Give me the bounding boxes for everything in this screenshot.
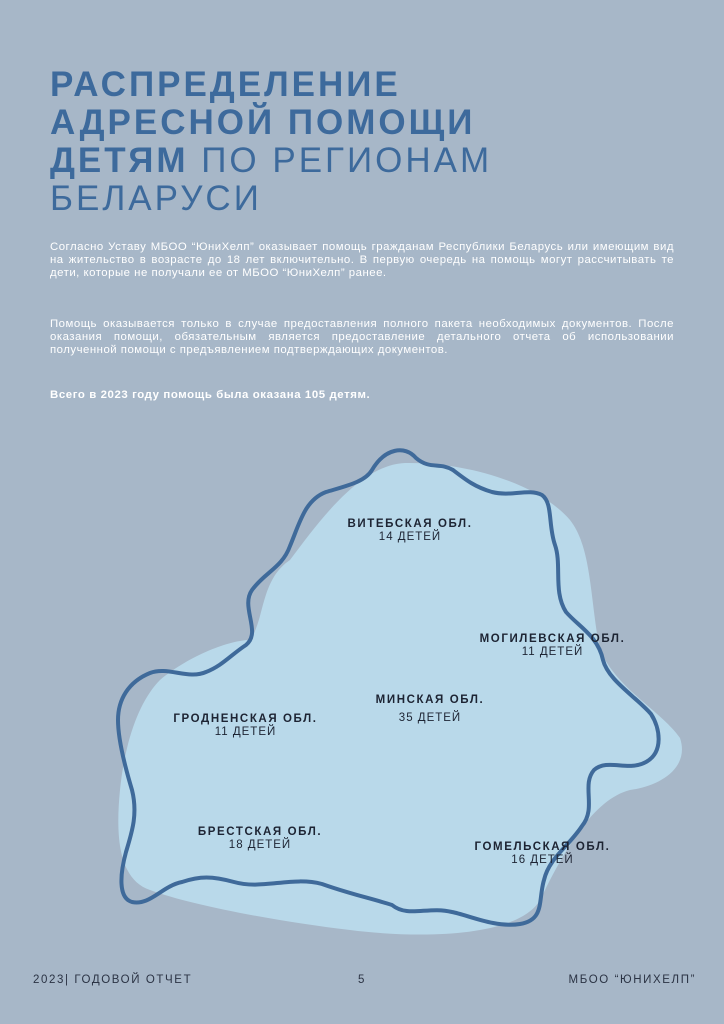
region-count: 11 ДЕТЕЙ: [521, 646, 584, 658]
region-gomel: [460, 841, 625, 866]
region-brest: [185, 826, 335, 851]
footer-organization: МБОО “ЮНИХЕЛП”: [568, 974, 696, 986]
region-name: МОГИЛЕВСКАЯ ОБЛ.: [479, 633, 626, 645]
region-name: БРЕСТСКАЯ ОБЛ.: [197, 826, 323, 838]
footer-page-number: 5: [358, 974, 366, 986]
region-count: 16 ДЕТЕЙ: [511, 854, 574, 866]
region-minsk: [365, 694, 495, 724]
title-line-1: РАСПРЕДЕЛЕНИЕ: [50, 65, 401, 104]
region-grodno: [158, 713, 333, 738]
intro-paragraph: Согласно Уставу МБОО “ЮниХелп” оказывает помощь гражданам Республики Беларусь или имеющим вид на жительство в возрасте до 18 лет включительно. В первую очередь на помощь могут рассчитывать те дети, которые не получали ее от МБОО “ЮниХелп” ранее.: [50, 241, 674, 280]
requirements-paragraph: Помощь оказывается только в случае предоставления полного пакета необходимых документов. После оказания помощи, обязательным является предоставление детального отчета об использовании полученной помощи с предъявлением подтверждающих документов.: [50, 318, 674, 357]
region-count: 14 ДЕТЕЙ: [378, 531, 442, 543]
title-line-3-bold: ДЕТЯМ: [50, 141, 189, 180]
region-count: 35 ДЕТЕЙ: [398, 712, 462, 724]
title-line-4: БЕЛАРУСИ: [50, 179, 262, 218]
region-count: 18 ДЕТЕЙ: [228, 839, 292, 851]
region-name: ВИТЕБСКАЯ ОБЛ.: [347, 518, 473, 530]
title-line-2: АДРЕСНОЙ ПОМОЩИ: [50, 103, 476, 142]
region-vitebsk: [335, 518, 485, 543]
region-name: МИНСКАЯ ОБЛ.: [375, 694, 485, 706]
region-name: ГОМЕЛЬСКАЯ ОБЛ.: [474, 841, 611, 853]
region-count: 11 ДЕТЕЙ: [214, 726, 277, 738]
title-line-3-rest: ПО РЕГИОНАМ: [188, 141, 493, 180]
region-name: ГРОДНЕНСКАЯ ОБЛ.: [173, 713, 318, 725]
footer-report-title: 2023| ГОДОВОЙ ОТЧЕТ: [33, 974, 193, 986]
summary-total: Всего в 2023 году помощь была оказана 105 детям.: [50, 389, 371, 401]
region-mogilev: [465, 633, 640, 658]
